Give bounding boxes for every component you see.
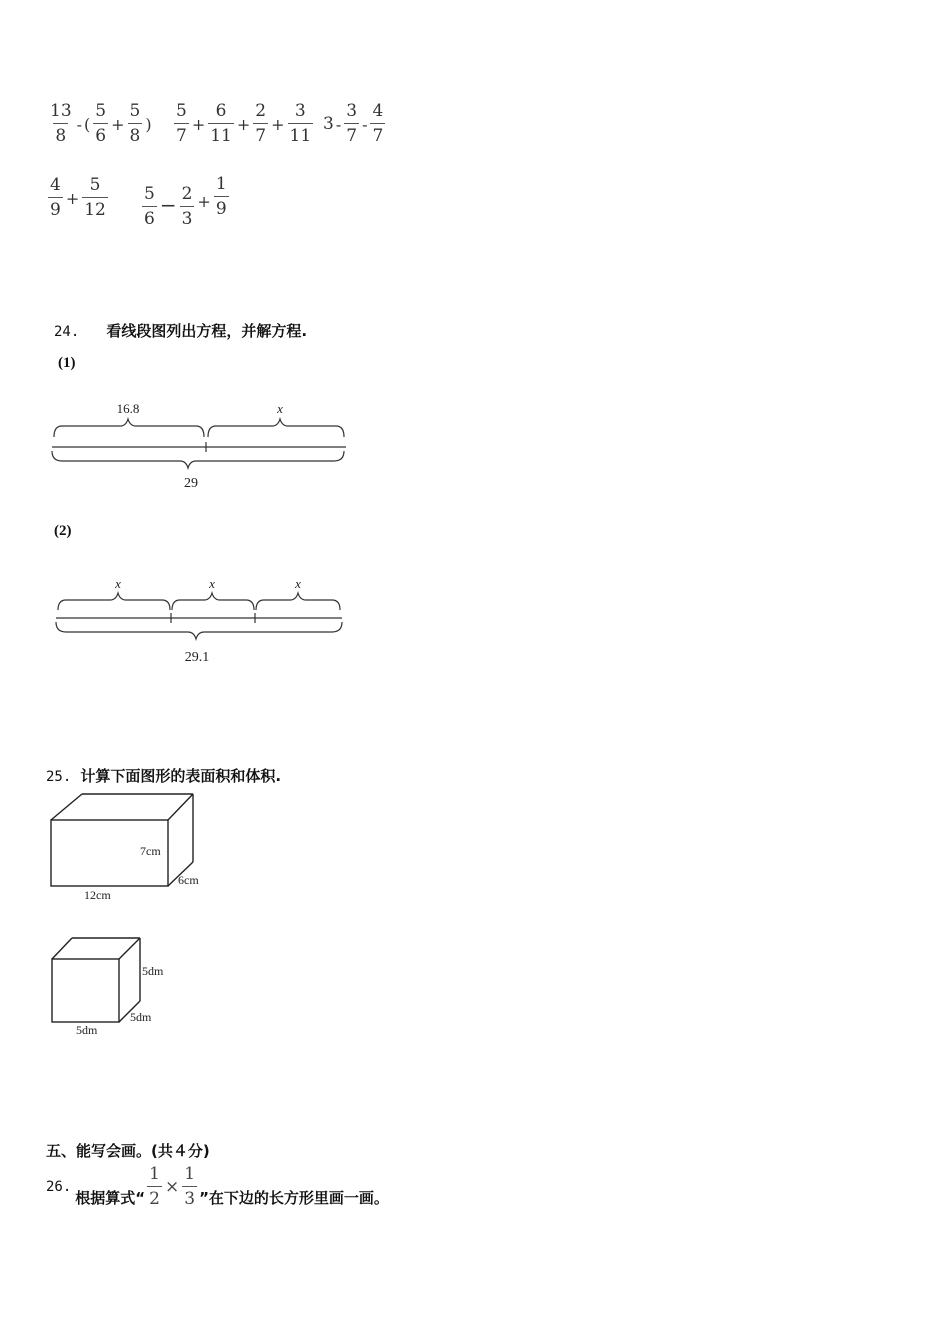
brace-top-left xyxy=(54,419,204,437)
operator: + xyxy=(111,114,125,134)
paren-open: ( xyxy=(84,114,91,134)
question-prefix: 根据算式“ xyxy=(75,1188,146,1207)
fraction: $\frac{1}{2}$ xyxy=(149,1164,160,1209)
brace-top-3 xyxy=(256,593,340,610)
operator: - xyxy=(76,114,83,134)
fraction: $\frac{3}{11}$ xyxy=(289,101,312,146)
cube-front-face xyxy=(52,959,119,1022)
question-number: 25. xyxy=(46,769,72,785)
question-24-heading xyxy=(54,320,307,341)
paren-close: ) xyxy=(145,114,152,134)
fraction: $\frac{5}{12}$ xyxy=(84,175,106,220)
lead-number: 3 xyxy=(323,114,334,134)
fraction: $\frac{5}{7}$ xyxy=(176,101,187,146)
cube-edge xyxy=(119,938,140,959)
cube-length-label: 5dm xyxy=(76,1023,98,1037)
fraction: $\frac{2}{3}$ xyxy=(181,184,193,229)
question-suffix: ”在下边的长方形里画一画。 xyxy=(199,1188,389,1207)
fraction: $\frac{5}{6}$ xyxy=(144,184,155,229)
fraction: $\frac{5}{6}$ xyxy=(95,101,107,146)
operator: - xyxy=(335,114,342,134)
fraction: $\frac{1}{3}$ xyxy=(184,1164,196,1209)
operator: + xyxy=(236,114,251,134)
times-sign: × xyxy=(164,1177,180,1197)
question-25-heading xyxy=(46,765,281,786)
fraction: $\frac{4}{7}$ xyxy=(372,101,384,146)
fraction: $\frac{13}{8}$ xyxy=(50,101,72,146)
operator: - xyxy=(362,114,368,134)
label-bottom: 29 xyxy=(184,476,198,491)
question-title: 看线段图列出方程，并解方程. xyxy=(106,322,308,340)
exercise-2 xyxy=(172,103,315,145)
brace-top-2 xyxy=(172,593,254,610)
fraction: $\frac{3}{7}$ xyxy=(346,101,358,146)
label-top-2: x xyxy=(209,576,215,591)
brace-top-right xyxy=(208,419,344,437)
cube-figure xyxy=(40,930,180,1040)
operator: − xyxy=(159,193,177,217)
cube-depth-label: 5dm xyxy=(130,1010,152,1024)
question-number: 24. xyxy=(54,324,80,340)
label-top-1: x xyxy=(115,576,121,591)
cube-edge xyxy=(52,938,72,959)
section-5-title: 五、能写会画。(共４分) xyxy=(46,1142,210,1160)
cuboid-height-label: 7cm xyxy=(140,844,161,858)
label-top-right: x xyxy=(277,401,283,416)
part-2-label: (2) xyxy=(54,523,72,539)
cuboid-edge xyxy=(51,794,82,820)
fraction: $\frac{4}{9}$ xyxy=(50,175,61,220)
cube-height-label: 5dm xyxy=(142,964,164,978)
fraction: $\frac{5}{8}$ xyxy=(129,101,141,146)
brace-bottom xyxy=(56,622,342,639)
line-segment-diagram-1 xyxy=(40,395,360,495)
exercise-4 xyxy=(46,177,110,219)
operator: + xyxy=(191,114,206,134)
cuboid-edge xyxy=(168,794,193,820)
fraction: $\frac{6}{11}$ xyxy=(210,101,232,146)
cuboid-length-label: 12cm xyxy=(84,888,111,902)
operator: + xyxy=(271,114,285,134)
exercise-3 xyxy=(322,103,387,145)
operator: + xyxy=(65,188,80,208)
exercise-1 xyxy=(46,103,153,145)
line-segment-diagram-2 xyxy=(40,570,360,670)
operator: + xyxy=(197,191,211,211)
label-top-left: 16.8 xyxy=(116,401,140,416)
label-bottom: 29.1 xyxy=(184,650,210,665)
question-26-line xyxy=(46,1166,389,1208)
label-top-3: x xyxy=(295,576,301,591)
part-1-label: (1) xyxy=(58,355,76,371)
brace-top-1 xyxy=(58,593,170,610)
cuboid-depth-label: 6cm xyxy=(178,873,199,887)
fraction: $\frac{2}{7}$ xyxy=(255,101,267,146)
question-title: 计算下面图形的表面积和体积. xyxy=(80,767,282,785)
question-number: 26. xyxy=(46,1179,72,1195)
cuboid-figure xyxy=(40,790,220,905)
fraction: $\frac{1}{9}$ xyxy=(215,174,227,219)
exercise-5 xyxy=(140,168,231,228)
brace-bottom xyxy=(52,451,344,468)
